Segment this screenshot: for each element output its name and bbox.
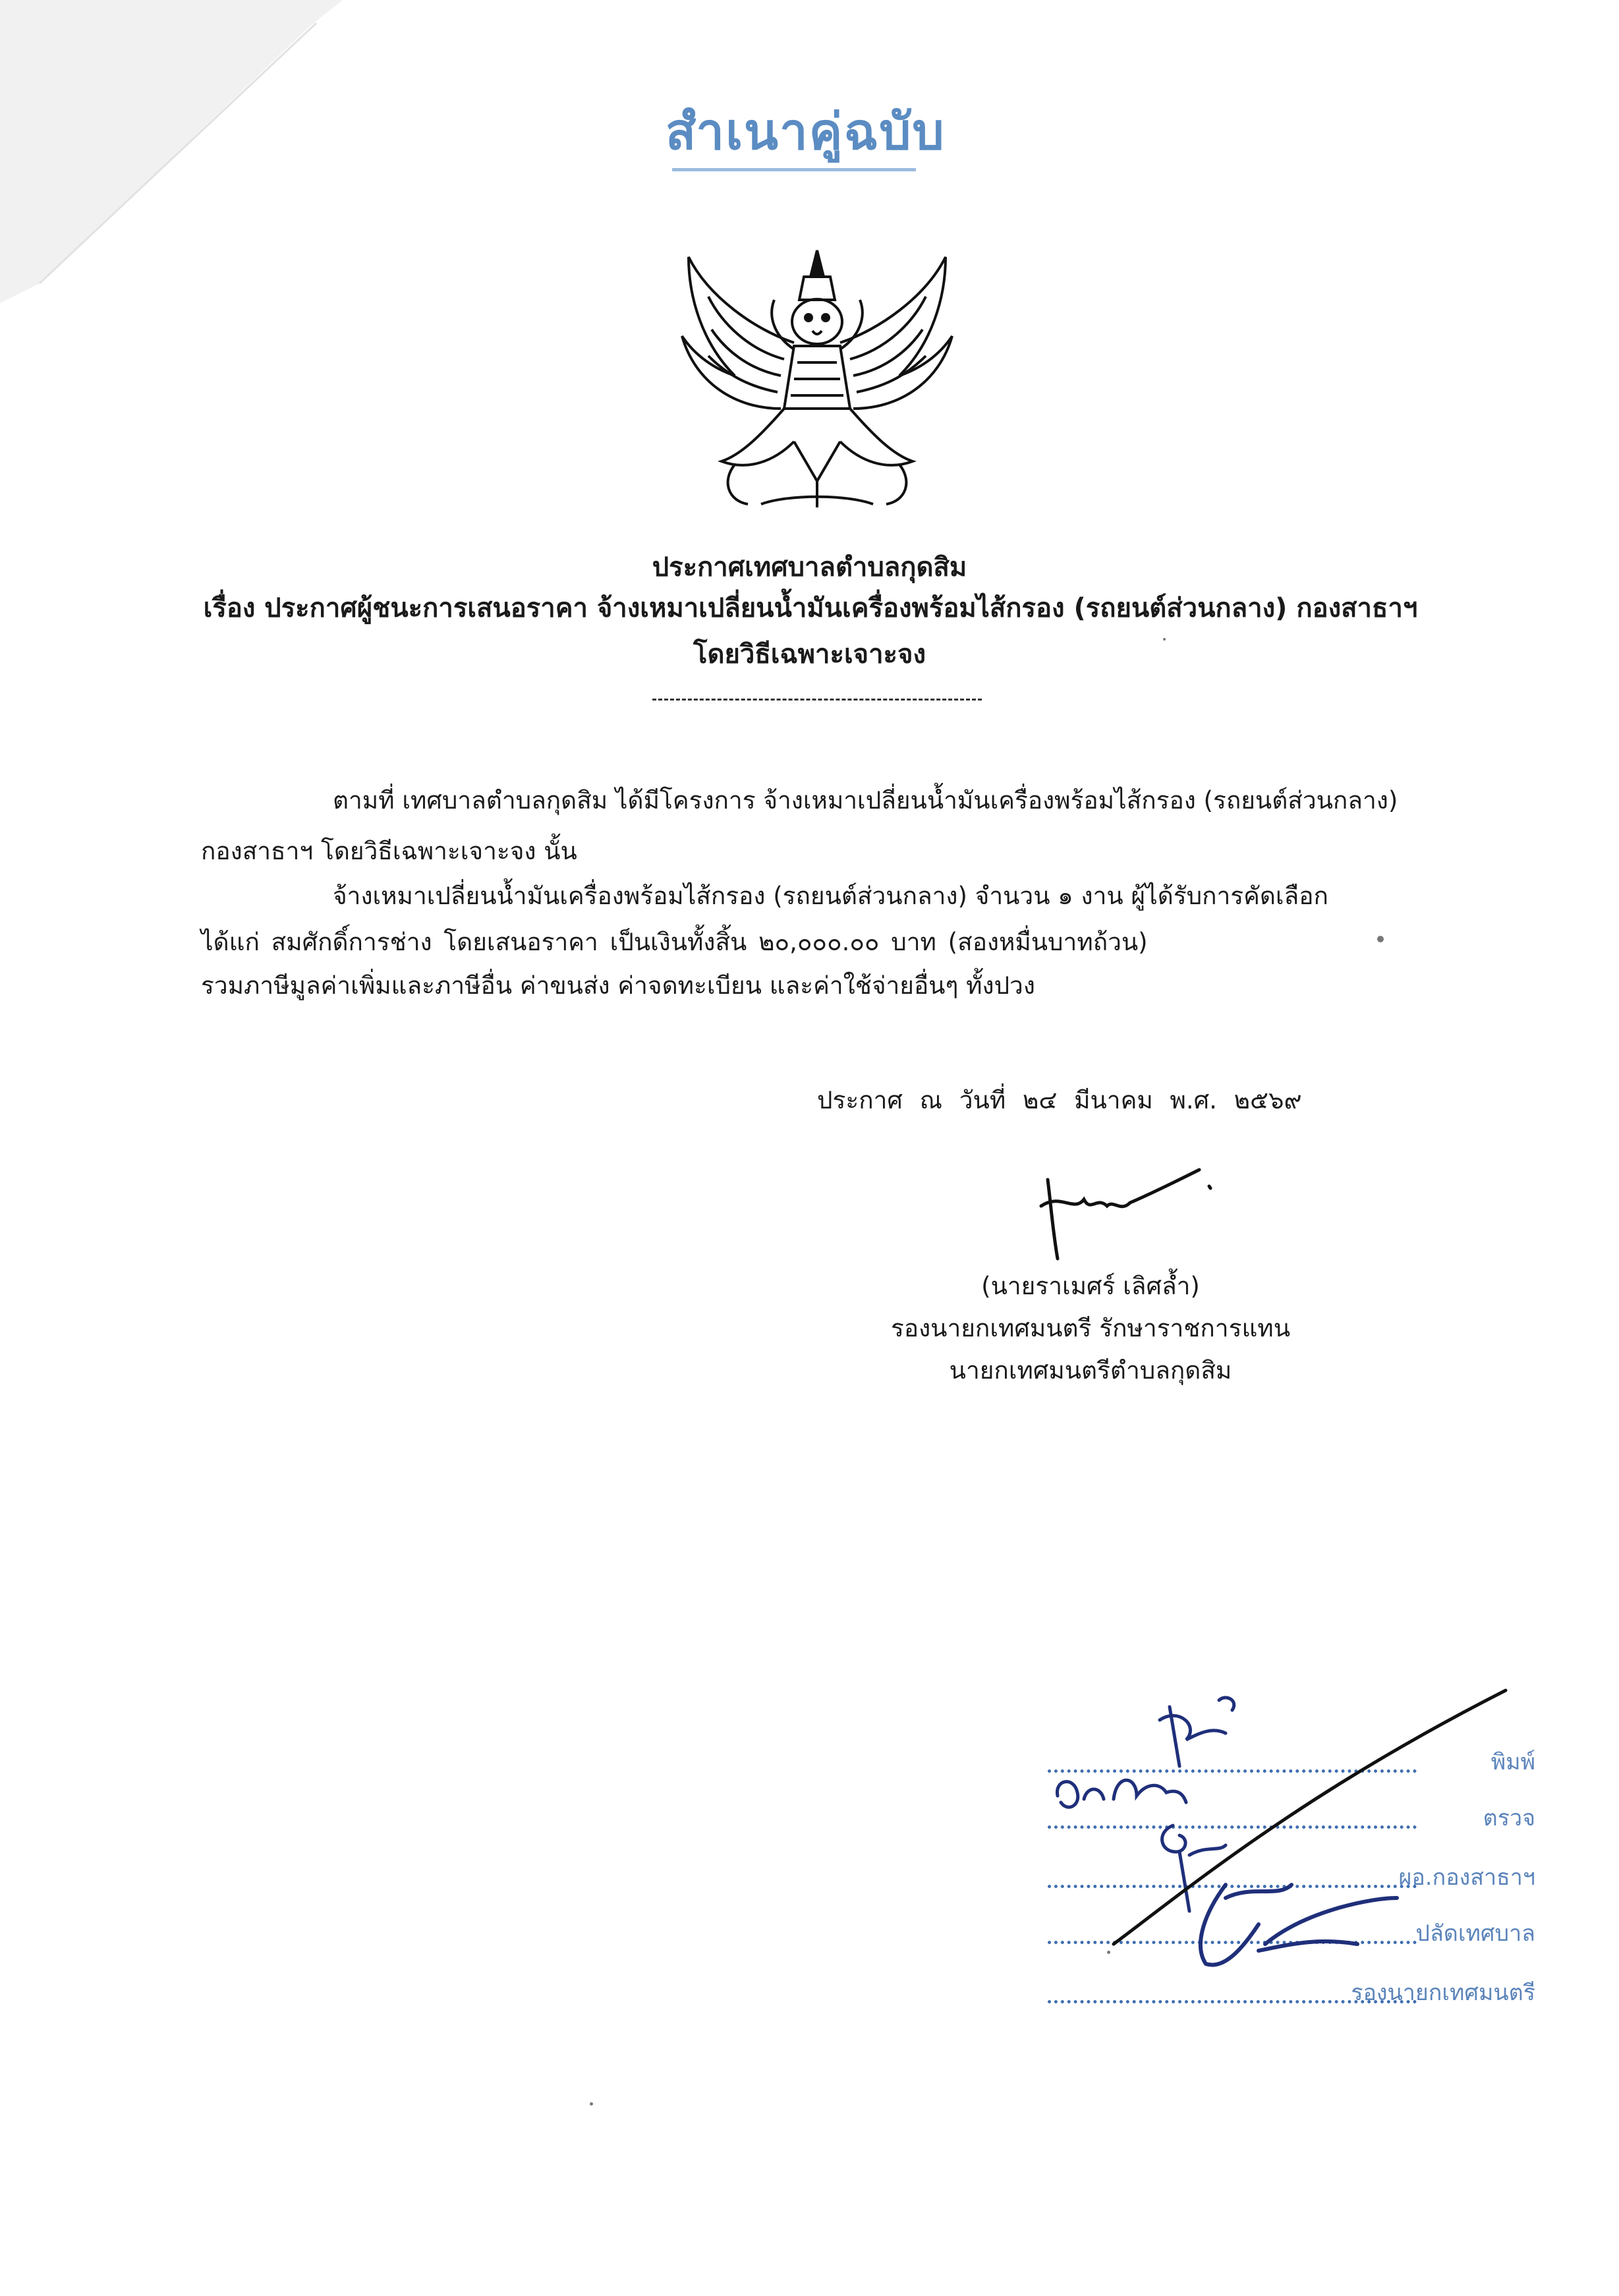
handwritten-signature [1021,1166,1219,1265]
garuda-emblem-icon [662,244,972,521]
scan-artifact [0,0,343,303]
scan-speck [1377,936,1384,942]
method-heading: โดยวิธีเฉพาะเจาะจง [693,639,926,670]
scan-speck [1107,1951,1110,1954]
body-para2-line3: รวมภาษีมูลค่าเพิ่มและภาษีอื่น ค่าขนส่ง ค่าจดทะเบียน และค่าใช้จ่ายอื่นๆ ทั้งปวง [201,971,1035,1000]
body-para2-line1: จ้างเหมาเปลี่ยนน้ำมันเครื่องพร้อมไส้กรอง (รถยนต์ส่วนกลาง) จำนวน ๑ งาน ผู้ได้รับการคัดเลือก [333,882,1328,910]
handwritten-initials [1028,1634,1555,2003]
announcement-date: ประกาศ ณ วันที่ ๒๔ มีนาคม พ.ศ. ๒๕๖๙ [817,1086,1302,1114]
body-para1-line1: ตามที่ เทศบาลตำบลกุดสิม ได้มีโครงการ จ้างเหมาเปลี่ยนน้ำมันเครื่องพร้อมไส้กรอง (รถยนต์ส่วนกลาง) [333,786,1398,815]
signatory-title-2: นายกเทศมนตรีตำบลกุดสิม [949,1356,1232,1385]
approval-label: ตรวจ [1483,1805,1535,1831]
approval-label: ปลัดเทศบาล [1415,1920,1535,1947]
heading-divider [652,699,982,701]
approval-label: ผอ.กองสาธาฯ [1398,1864,1535,1891]
scan-speck [590,2102,593,2106]
scan-speck [1163,638,1166,641]
signatory-block [847,1265,1334,1392]
subject-heading: เรื่อง ประกาศผู้ชนะการเสนอราคา จ้างเหมาเปลี่ยนน้ำมันเครื่องพร้อมไส้กรอง (รถยนต์ส่วนกลาง) กองสาธาฯ [203,593,1418,623]
signatory-name: (นายราเมศร์ เลิศล้ำ) [981,1272,1200,1300]
copy-stamp-underline [672,168,916,171]
approval-label: พิมพ์ [1491,1749,1535,1775]
copy-stamp [666,92,962,178]
approval-label: รองนายกเทศมนตรี [1351,1980,1535,2006]
copy-stamp-text: สำเนาคู่ฉบับ [666,102,946,161]
body-para1-line2: กองสาธาฯ โดยวิธีเฉพาะเจาะจง นั้น [201,837,577,865]
issuer-heading: ประกาศเทศบาลตำบลกุดสิม [652,552,967,583]
signatory-title: รองนายกเทศมนตรี รักษาราชการแทน [891,1314,1290,1342]
body-para2-line2: ได้แก่ สมศักดิ์การช่าง โดยเสนอราคา เป็นเงินทั้งสิ้น ๒๐,๐๐๐.๐๐ บาท (สองหมื่นบาทถ้วน) [201,928,1148,956]
